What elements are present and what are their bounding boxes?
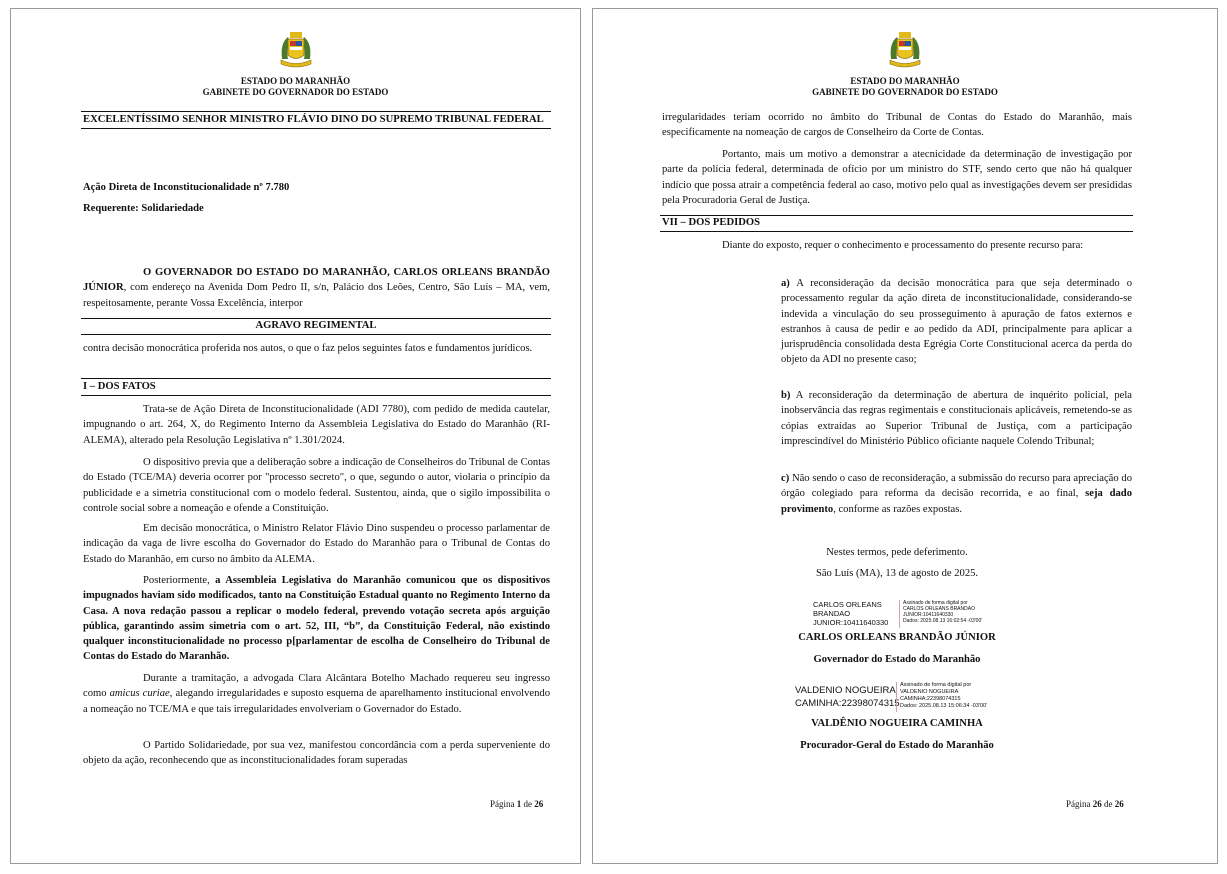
request-item-a: a) A reconsideração da decisão monocrática para que seja determinado o processamento regular da ação direta de inconstitucionalidade, considerando-se indevida a vinculação do seu prosseguimento à apuração de fatos externos e estranhos à causa de pedir e ao pedido da ADI, principalmente para aplicar a jurisprudência consolidada desta Egrégia Corte Constitucional acerca da perda do objeto da ADI no presente caso;	[781, 278, 1132, 366]
request-item-c: c) Não sendo o caso de reconsideração, a submissão do recurso para apreciação do órgão colegiado para reforma da decisão recorrida, e ao final, seja dado provimento, conforme as razões expostas.	[781, 473, 1132, 515]
signer-1-role: Governador do Estado do Maranhão	[813, 654, 981, 665]
paragraph-4	[83, 573, 550, 665]
document-page-26: ESTADO DO MARANHÃO GABINETE DO GOVERNADOR DO ESTADO irregularidades teriam ocorrido no âmbito do Tribunal de Contas do Estado do Maranhão, mais especificamente na nomeação de cargos de Conselheiro da Corte de Contas. Portanto, mais um motivo a demonstrar a atecnicidade da determinação de investigação por parte da polícia federal, determinada de ofício por um ministro do STF, sendo certo que não há qualquer indício que possa atrair a competência federal ao caso, motivo pelo qual as investigações devem ser presididas pela Procuradoria Geral de Justiça. VII – DOS PEDIDOS Diante do exposto, requer o conhecimento e processamento do presente recurso para: a) A reconsideração da decisão monocrática para que seja determinado o processamento regular da ação direta de inconstitucionalidade, considerando-se indevida a vinculação do seu prosseguimento à apuração de fatos externos e estranhos à causa de pedir e ao pedido da ADI, principalmente para aplicar a jurisprudência consolidada desta Egrégia Corte Constitucional acerca da perda do objeto da ADI no presente caso; b) A reconsideração da determinação de abertura de inquérito policial, pela inobservância das regras regimentais e constitucionais aplicáveis, remetendo-se as cópias extraídas ao Superior Tribunal de Justiça, com a participação imprescindível do Ministério Público oficiante naquele Colendo Tribunal; c) Não sendo o caso de reconsideração, a submissão do recurso para apreciação do órgão colegiado para reforma da decisão recorrida, e ao final, seja dado provimento, conforme as razões expostas. Nestes termos, pede deferimento. São Luís (MA), 13 de agosto de 2025. CARLOS ORLEANS BRANDAO JUNIOR:10411640330 Assinado de forma digital por CARLOS ORLEANS BRANDAO JUNIOR:10411640330 Dados: 2025.08.13 16:02:54 -03'00' CARLOS ORLEANS BRANDÃO JÚNIOR Governador do Estado do Maranhão VALDENIO NOGUEIRA CAMINHA:22398074315 Assinado de forma digital por VALDENIO NOGUEIRA CAMINHA:22398074315 Dados: 2025.08.13 15:06:34 -03'00' VALDÊNIO NOGUEIRA CAMINHA Procurador-Geral do Estado do Maranhão Página 26 de 26	[592, 8, 1218, 864]
request-item-b: b) A reconsideração da determinação de abertura de inquérito policial, pela inobservância das regras regimentais e constitucionais aplicáveis, remetendo-se as cópias extraídas ao Superior Tribunal de Justiça, com a participação imprescindível do Ministério Público oficiante naquele Colendo Tribunal;	[781, 390, 1132, 447]
paragraph-5	[83, 671, 550, 717]
paragraph-6: O Partido Solidariedade, por sua vez, manifestou concordância com a perda superveniente do objeto da ação, reconhecendo que as inconstitucionalidades foram superadas	[83, 740, 550, 767]
divider	[81, 334, 551, 335]
divider	[81, 395, 551, 396]
action-title: Ação Direta de Inconstitucionalidade nº 7.780	[83, 182, 290, 193]
paragraph-1: Trata-se de Ação Direta de Inconstitucionalidade (ADI 7780), com pedido de medida cautelar, impugnando o art. 264, X, do Regimento Interno da Assembleia Legislativa do Estado do Maranhão (RI-ALEMA), alterado pela Resolução Legislativa nº 1.301/2024.	[83, 404, 550, 446]
section-title-facts: I – DOS FATOS	[83, 381, 156, 392]
header-state: ESTADO DO MARANHÃO	[240, 76, 351, 86]
appeal-text: contra decisão monocrática proferida nos autos, o que o faz pelos seguintes fatos e fundamentos jurídicos.	[83, 343, 533, 354]
header-office: GABINETE DO GOVERNADOR DO ESTADO	[202, 87, 389, 97]
document-page-1	[10, 8, 581, 864]
header-state: ESTADO DO MARANHÃO	[850, 76, 960, 86]
coat-of-arms-emblem	[276, 29, 316, 71]
paragraph-5-italic: amicus curiae	[109, 688, 170, 700]
signer-2-name: VALDÊNIO NOGUEIRA CAMINHA	[811, 718, 983, 729]
page-number: Página 26 de 26	[1066, 799, 1124, 809]
divider	[81, 128, 551, 129]
divider	[660, 231, 1133, 232]
coat-of-arms-emblem	[885, 29, 925, 71]
page-number: Página 1 de 26	[490, 799, 544, 809]
paragraph-5-b: , alegando irregularidades e suposto esquema de aparelhamento institucional envolvendo a nomeação no TCE/MA e que tais irregularidades envolveriam o Governador do Estado.	[83, 688, 551, 715]
intro-rest: , com endereço na Avenida Dom Pedro II, s/n, Palácio dos Leões, Centro, São Luís – MA, vem, respeitosamente, perante Vossa Excelência, interpor	[83, 282, 550, 309]
paragraph-2: O dispositivo previa que a deliberação sobre a indicação de Conselheiros do Tribunal de Contas do Estado (TCE/MA) deveria ocorrer por "processo secreto", o que, segundo o autor, violaria o princípio da publicidade e a simetria constitucional com o modelo federal. Sustentou, ainda, que o sigilo impossibilita o controle social sobre a nomeação e ofende a Constituição.	[83, 457, 550, 514]
header-office: GABINETE DO GOVERNADOR DO ESTADO	[812, 87, 998, 97]
page-header	[11, 29, 580, 98]
place-date: São Luís (MA), 13 de agosto de 2025.	[815, 568, 979, 579]
paragraph-3: Em decisão monocrática, o Ministro Relator Flávio Dino suspendeu o processo parlamentar de indicação da vaga de livre escolha do Governador do Estado do Maranhão para o Tribunal de Contas do Estado do Maranhão, em curso no âmbito da ALEMA.	[83, 523, 550, 565]
paragraph-4-lead: Posteriormente,	[143, 575, 216, 586]
closing-formula: Nestes termos, pede deferimento.	[826, 547, 968, 558]
paragraph-4-bold: a Assembleia Legislativa do Maranhão comunicou que os dispositivos impugnados haviam sido modificados, tanto na Constituição Estadual quanto no Regimento Interno da Casa. A nova redação passou a replicar o modelo federal, prevendo votação secreta após arguição pública, garantindo assim simetria com o art. 52, III, “b”, da Constituição Federal, não existindo qualquer inconstitucionalidade no processo p[parlamentar de escolha de Conselheiro do Tribunal de Contas do Estado do Maranhão.	[83, 575, 550, 663]
page-header	[593, 29, 1217, 98]
paragraph-continued: irregularidades teriam ocorrido no âmbito do Tribunal de Contas do Estado do Maranhão, mais especificamente na nomeação de cargos de Conselheiro da Corte de Contas.	[662, 112, 1132, 139]
addressee: EXCELENTÍSSIMO SENHOR MINISTRO FLÁVIO DINO DO SUPREMO TRIBUNAL FEDERAL	[83, 114, 544, 125]
intro-paragraph	[83, 265, 550, 311]
signer-1-name: CARLOS ORLEANS BRANDÃO JÚNIOR	[798, 632, 996, 643]
section-title-requests: VII – DOS PEDIDOS	[662, 217, 761, 228]
signer-2-role: Procurador-Geral do Estado do Maranhão	[800, 740, 994, 751]
applicant: Requerente: Solidariedade	[83, 203, 204, 214]
appeal-title: AGRAVO REGIMENTAL	[255, 320, 377, 331]
paragraph-2: Portanto, mais um motivo a demonstrar a atecnicidade da determinação de investigação por parte da polícia federal, determinada de ofício por um ministro do STF, sendo certo que não há qualquer indício que possa atrair a competência federal ao caso, motivo pelo qual as investigações devem ser presididas pela Procuradoria Geral de Justiça.	[662, 149, 1132, 206]
intro-bold: O GOVERNADOR DO ESTADO DO MARANHÃO, CARLOS ORLEANS BRANDÃO JÚNIOR	[83, 267, 550, 294]
paragraph-3: Diante do exposto, requer o conhecimento e processamento do presente recurso para:	[722, 240, 1084, 251]
paragraph-5-a: Durante a tramitação, a advogada Clara Alcântara Botelho Machado requereu seu ingresso como	[83, 673, 550, 700]
